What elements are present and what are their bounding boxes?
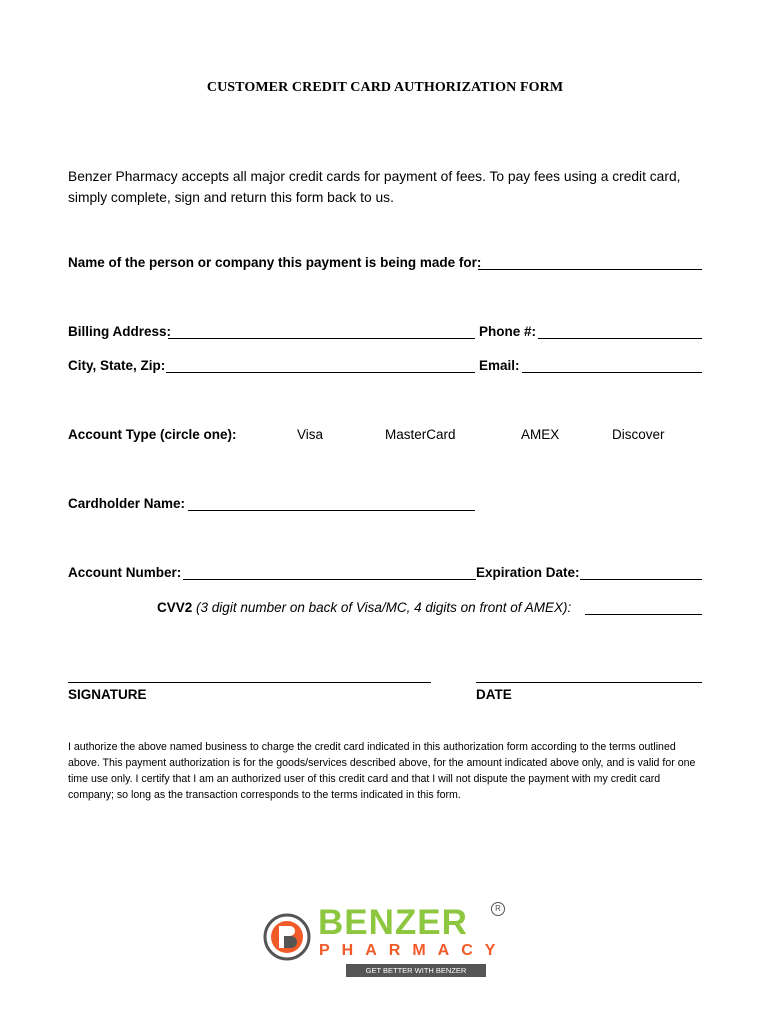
signature-label: SIGNATURE	[68, 687, 147, 702]
cvv-label: CVV2	[157, 600, 193, 615]
billing-address-field[interactable]	[168, 325, 475, 339]
account-number-field[interactable]	[183, 566, 476, 580]
logo-tagline: GET BETTER WITH BENZER	[346, 964, 486, 977]
registered-mark-icon: R	[491, 902, 505, 916]
payee-name-label: Name of the person or company this payment is being made for:	[68, 255, 482, 270]
billing-address-label: Billing Address:	[68, 324, 172, 339]
cardholder-name-label: Cardholder Name:	[68, 496, 186, 511]
cardholder-name-field[interactable]	[188, 497, 475, 511]
logo-brand-name: BENZER	[318, 903, 468, 942]
date-field[interactable]	[476, 669, 702, 683]
phone-label: Phone #:	[479, 324, 537, 339]
intro-paragraph: Benzer Pharmacy accepts all major credit cards for payment of fees. To pay fees using a credit card, simply complete, sign and return this form back to us.	[68, 169, 681, 205]
card-option-discover[interactable]: Discover	[612, 427, 665, 442]
email-label: Email:	[479, 358, 520, 373]
benzer-emblem-icon	[262, 912, 312, 962]
email-field[interactable]	[522, 359, 702, 373]
city-state-zip-field[interactable]	[166, 359, 475, 373]
authorization-statement: I authorize the above named business to charge the credit card indicated in this authorization form according to the terms outlined above. This payment authorization is for the goods/services described above, for the amount indicated above only, and is valid for one time use only. I certify that I am an authorized user of this credit card and that I will not dispute the payment with my credit card company; so long as the transaction corresponds to the terms indicated in this form.	[68, 741, 696, 801]
expiration-date-field[interactable]	[580, 566, 702, 580]
card-option-mastercard[interactable]: MasterCard	[385, 427, 456, 442]
date-label: DATE	[476, 687, 512, 702]
form-title: CUSTOMER CREDIT CARD AUTHORIZATION FORM	[206, 80, 564, 95]
cvv-label-group	[157, 600, 571, 615]
city-state-zip-label: City, State, Zip:	[68, 358, 166, 373]
signature-field[interactable]	[68, 669, 431, 683]
account-number-label: Account Number:	[68, 565, 182, 580]
phone-field[interactable]	[538, 325, 702, 339]
card-option-amex[interactable]: AMEX	[521, 427, 560, 442]
expiration-date-label: Expiration Date:	[476, 565, 580, 580]
cvv-field[interactable]	[585, 601, 702, 615]
cvv-note: (3 digit number on back of Visa/MC, 4 digits on front of AMEX):	[196, 600, 572, 615]
account-type-label: Account Type (circle one):	[68, 427, 237, 442]
benzer-pharmacy-logo	[262, 900, 512, 980]
logo-brand-sub: PHARMACY	[319, 942, 508, 959]
payee-name-field[interactable]	[478, 256, 702, 270]
card-option-visa[interactable]: Visa	[297, 427, 324, 442]
